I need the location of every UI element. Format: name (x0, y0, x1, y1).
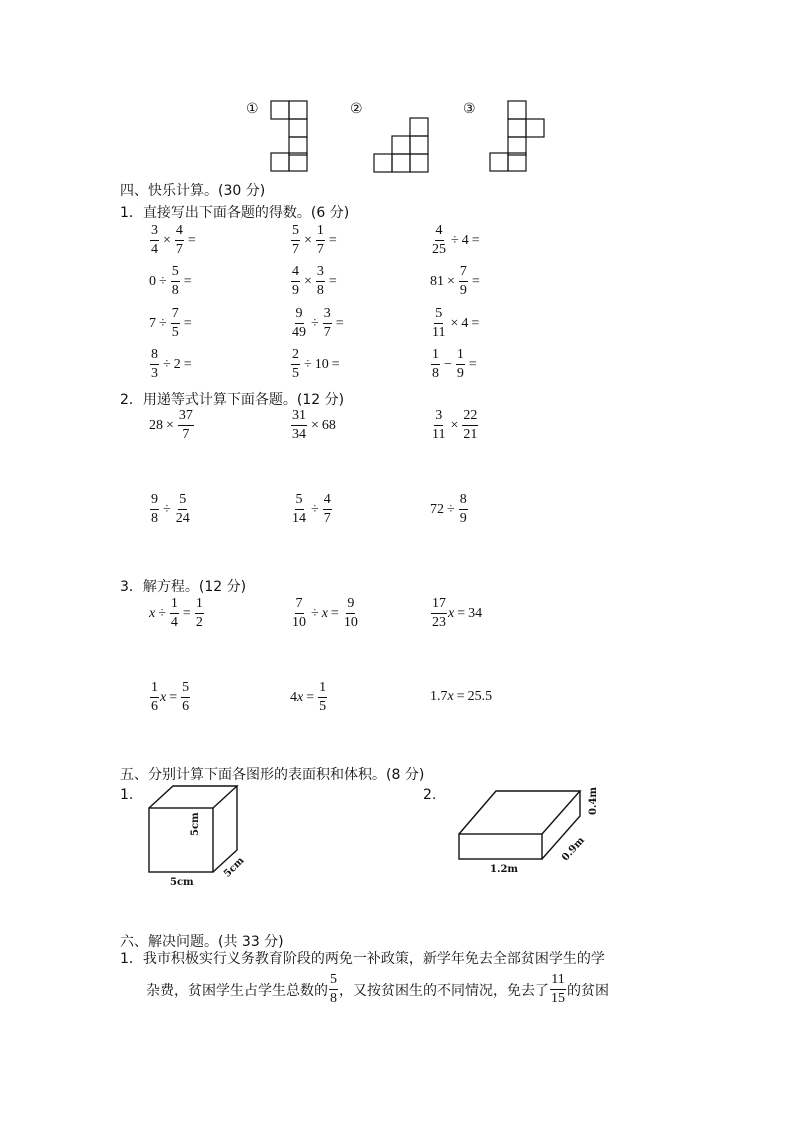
operator: = (328, 232, 337, 248)
problem1-text-a: 杂费，贫困学生占学生总数的 (146, 982, 328, 999)
q1-item (149, 348, 195, 381)
q2-item (149, 493, 192, 526)
number: 72 (430, 501, 444, 517)
fraction (431, 307, 446, 340)
numerator: 5 (291, 224, 300, 241)
fraction (291, 597, 307, 630)
net-label-2: ② (350, 101, 363, 117)
fraction (431, 597, 447, 630)
operator: = (328, 273, 337, 289)
denominator: 9 (459, 283, 467, 298)
denominator: 7 (292, 242, 299, 257)
operator: × (304, 232, 312, 248)
numerator: 1 (316, 224, 325, 241)
fraction (291, 307, 307, 340)
problem1-text-c: 的贫困 (567, 982, 609, 999)
denominator: 14 (292, 511, 306, 526)
q1-item (430, 348, 480, 381)
variable: x (321, 605, 328, 621)
operator: = (306, 689, 315, 705)
denominator: 25 (432, 242, 446, 257)
q1-item (149, 265, 195, 298)
cube-net-3 (489, 100, 549, 172)
figure2-number: 2. (423, 787, 437, 803)
operator: = (468, 356, 477, 372)
fraction (171, 307, 180, 340)
denominator: 3 (151, 366, 158, 381)
q1-title: 1．直接写出下面各题的得数。(6 分) (120, 205, 350, 221)
denominator: 21 (463, 427, 478, 442)
q3-title: 3．解方程。(12 分) (120, 579, 247, 595)
operator: ÷ (159, 273, 167, 289)
variable: x (149, 605, 156, 621)
number: 7 (149, 315, 156, 331)
operator: = (471, 232, 480, 248)
operator: = (187, 232, 196, 248)
numerator: 5 (171, 265, 180, 282)
operator: = (330, 605, 339, 621)
denominator: 7 (323, 511, 331, 526)
number: 1.7 (430, 689, 448, 704)
fraction (178, 409, 194, 442)
denominator: 11 (432, 427, 446, 442)
variable: x (160, 689, 167, 705)
operator: = (183, 315, 192, 331)
q1-item (149, 224, 199, 257)
numerator: 9 (150, 493, 159, 510)
denominator: 7 (175, 242, 183, 257)
denominator: 7 (316, 242, 324, 257)
numerator: 5 (178, 493, 187, 510)
numerator: 3 (150, 224, 159, 241)
numerator: 1 (195, 597, 204, 614)
fraction (323, 493, 332, 526)
number: 81 (430, 273, 444, 289)
operator: × (304, 273, 312, 289)
denominator: 8 (316, 283, 324, 298)
fraction (316, 265, 325, 298)
numerator: 4 (175, 224, 184, 241)
operator: × (450, 417, 459, 433)
section4-title: 四、快乐计算。(30 分) (120, 183, 266, 199)
fraction (291, 348, 300, 381)
denominator: 7 (323, 325, 331, 340)
number: 28 (149, 417, 163, 433)
operator: ÷ (304, 356, 312, 372)
operator: = (183, 273, 192, 289)
denominator: 23 (432, 615, 446, 630)
fraction (170, 597, 179, 630)
q2-item (290, 493, 333, 526)
numerator: 1 (170, 597, 179, 614)
fraction (291, 493, 307, 526)
fraction (459, 493, 468, 526)
q3-item (149, 681, 191, 714)
fraction (195, 597, 204, 630)
fraction (291, 409, 307, 442)
denominator: 10 (292, 615, 306, 630)
cube-net-2 (373, 117, 449, 173)
denominator: 4 (170, 615, 178, 630)
cuboid-depth-label: 0.9m (560, 835, 587, 864)
section5-title: 五、分别计算下面各图形的表面积和体积。(8 分) (120, 767, 425, 783)
number: 2 (173, 356, 181, 372)
q3-item (430, 689, 492, 705)
fraction (316, 224, 325, 257)
numerator: 31 (291, 409, 307, 426)
fraction (323, 307, 332, 340)
operator: ÷ (159, 315, 167, 331)
denominator: 9 (459, 511, 467, 526)
fraction (150, 224, 159, 257)
denominator: 11 (432, 325, 446, 340)
denominator: 6 (151, 699, 158, 714)
number: 10 (314, 356, 329, 372)
numerator: 9 (346, 597, 355, 614)
fraction-eleven-fifteenths: $\frac{11}{15}$ (551, 972, 565, 1006)
variable: x (447, 689, 454, 704)
numerator: 1 (456, 348, 465, 365)
q2-item (290, 409, 336, 442)
operator: ÷ (163, 356, 171, 372)
q2-title: 2．用递等式计算下面各题。(12 分) (120, 392, 345, 408)
operator: ÷ (311, 501, 319, 517)
fraction (343, 597, 359, 630)
denominator: 5 (319, 699, 327, 714)
denominator: 2 (195, 615, 203, 630)
denominator: 24 (175, 511, 190, 526)
cube-width-label: 5cm (170, 877, 194, 888)
fraction (175, 224, 184, 257)
fraction (150, 493, 159, 526)
denominator: 49 (292, 325, 306, 340)
cuboid-length-label: 1.2m (490, 864, 518, 875)
number: 4 (290, 689, 297, 705)
fraction (459, 265, 468, 298)
q1-item (430, 224, 483, 257)
q1-item (149, 307, 195, 340)
denominator: 8 (171, 283, 179, 298)
fraction (150, 681, 159, 714)
numerator: 9 (295, 307, 304, 324)
number: 4 (461, 232, 469, 248)
numerator: 7 (459, 265, 468, 282)
number: 4 (461, 315, 469, 331)
q1-item (430, 307, 482, 340)
numerator: 22 (462, 409, 478, 426)
denominator: 8 (151, 511, 158, 526)
denominator: 5 (171, 325, 179, 340)
numerator: 7 (171, 307, 180, 324)
cube-height-label: 5cm (190, 812, 201, 836)
numerator: 5 (434, 307, 443, 324)
operator: − (444, 356, 452, 372)
numerator: 17 (431, 597, 447, 614)
fraction (318, 681, 327, 714)
problem1-text-b: ，又按贫困生的不同情况，免去了 (339, 982, 549, 999)
denominator: 34 (292, 427, 306, 442)
fraction (291, 224, 300, 257)
problem1-line1: 1．我市积极实行义务教育阶段的两免一补政策，新学年免去全部贫困学生的学 (120, 951, 605, 967)
fraction (431, 409, 446, 442)
numerator: 2 (291, 348, 300, 365)
q3-item (290, 597, 360, 630)
number: 34 (468, 605, 483, 621)
operator: ÷ (311, 605, 319, 621)
numerator: 1 (431, 348, 440, 365)
q1-item (430, 265, 483, 298)
fraction (181, 681, 190, 714)
numerator: 5 (181, 681, 190, 698)
figure1-number: 1. (120, 787, 134, 803)
numerator: 3 (434, 409, 443, 426)
operator: = (456, 689, 465, 704)
fraction-five-eighths: $\frac{5}{8}$ (330, 972, 337, 1006)
number: 68 (321, 417, 336, 433)
denominator: 7 (182, 427, 190, 442)
denominator: 10 (343, 615, 358, 630)
problem1-line2 (146, 973, 609, 1006)
numerator: 1 (150, 681, 159, 698)
operator: = (457, 605, 466, 621)
section6-title: 六、解决问题。(共 33 分) (120, 934, 284, 950)
q3-item (430, 597, 482, 630)
numerator: 4 (435, 224, 444, 241)
denominator: 5 (292, 366, 299, 381)
operator: = (169, 689, 178, 705)
fraction (462, 409, 478, 442)
variable: x (297, 689, 304, 705)
numerator: 3 (316, 265, 325, 282)
cube-depth-label: 5cm (222, 855, 247, 880)
operator: = (471, 273, 480, 289)
fraction (175, 493, 191, 526)
denominator: 9 (292, 283, 299, 298)
fraction (150, 348, 159, 381)
numerator: 37 (178, 409, 194, 426)
operator: × (311, 417, 319, 433)
operator: ÷ (311, 315, 319, 331)
net-label-1: ① (246, 101, 259, 117)
denominator: 9 (456, 366, 464, 381)
denominator: 8 (432, 366, 439, 381)
operator: × (163, 232, 171, 248)
number: 0 (149, 273, 156, 289)
numerator: 3 (323, 307, 332, 324)
operator: = (331, 356, 340, 372)
operator: × (450, 315, 459, 331)
fraction (431, 348, 440, 381)
denominator: 4 (151, 242, 158, 257)
q2-item (430, 409, 479, 442)
q3-item (290, 681, 328, 714)
operator: × (447, 273, 455, 289)
net-label-3: ③ (463, 101, 476, 117)
numerator: 8 (459, 493, 468, 510)
denominator: 6 (182, 699, 190, 714)
q1-item (290, 265, 340, 298)
cube-net-1 (270, 100, 310, 172)
operator: = (183, 356, 192, 372)
q1-item (290, 348, 343, 381)
number: 25.5 (467, 689, 493, 704)
operator: ÷ (158, 605, 166, 621)
operator: ÷ (163, 501, 171, 517)
operator: = (182, 605, 191, 621)
q2-item (430, 493, 469, 526)
fraction (291, 265, 300, 298)
operator: = (335, 315, 344, 331)
fraction (456, 348, 465, 381)
q1-item (290, 307, 347, 340)
operator: × (166, 417, 174, 433)
q2-item (149, 409, 195, 442)
operator: = (471, 315, 480, 331)
operator: ÷ (451, 232, 459, 248)
operator: ÷ (447, 501, 455, 517)
numerator: 7 (295, 597, 304, 614)
q1-item (290, 224, 340, 257)
cuboid-height-label: 0.4m (588, 787, 599, 815)
variable: x (448, 605, 455, 621)
fraction (171, 265, 180, 298)
fraction (431, 224, 447, 257)
q3-item (149, 597, 205, 630)
numerator: 5 (295, 493, 304, 510)
numerator: 1 (318, 681, 327, 698)
numerator: 8 (150, 348, 159, 365)
numerator: 4 (323, 493, 332, 510)
numerator: 4 (291, 265, 300, 282)
